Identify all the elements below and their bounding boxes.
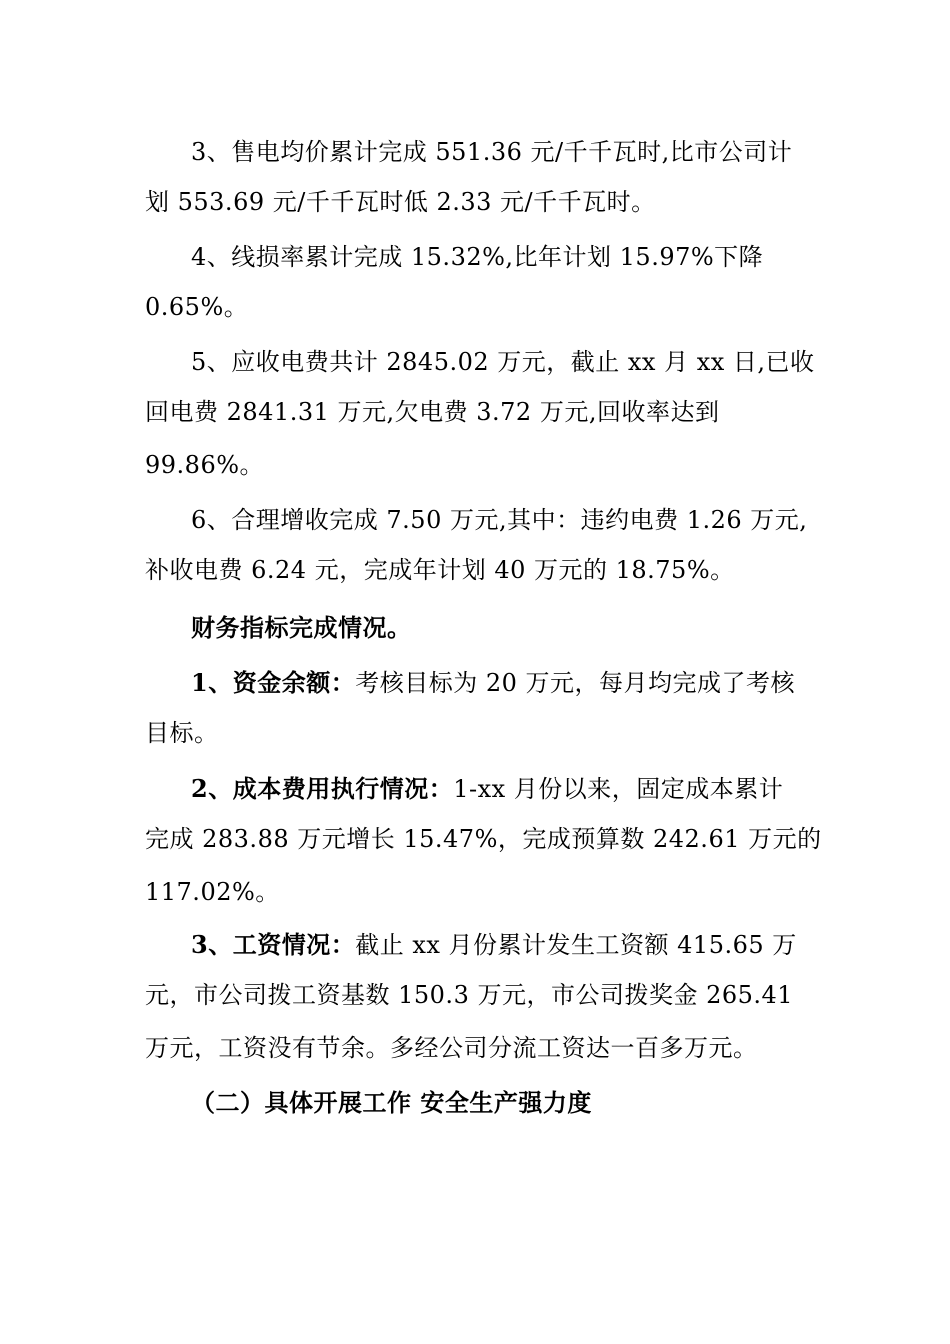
- paragraph-6-line-1: 6、合理增收完成 7.50 万元,其中：违约电费 1.26 万元,: [191, 506, 808, 534]
- paragraph-3-line-2: 划 553.69 元/千千瓦时低 2.33 元/千千瓦时。: [145, 188, 656, 216]
- finance-item-3-line-2: 元，市公司拨工资基数 150.3 万元，市公司拨奖金 265.41: [145, 981, 794, 1009]
- finance-item-1-text: 考核目标为 20 万元，每月均完成了考核: [355, 669, 795, 697]
- finance-item-3-line-1: [191, 930, 797, 960]
- paragraph-3-line-1: 3、售电均价累计完成 551.36 元/千千瓦时,比市公司计: [191, 138, 793, 166]
- finance-item-1-line-2: 目标。: [145, 719, 219, 747]
- finance-item-2-line-3: 117.02%。: [145, 878, 280, 906]
- paragraph-5-line-2: 回电费 2841.31 万元,欠电费 3.72 万元,回收率达到: [145, 398, 720, 426]
- finance-item-2-label: 2、成本费用执行情况：: [191, 774, 454, 803]
- finance-item-1-line-1: [191, 668, 795, 698]
- finance-item-1-label: 1、资金余额：: [191, 668, 356, 697]
- paragraph-5-line-3: 99.86%。: [145, 451, 265, 479]
- finance-item-3-label: 3、工资情况：: [191, 930, 356, 959]
- finance-item-3-text: 截止 xx 月份累计发生工资额 415.65 万: [355, 931, 797, 959]
- finance-item-2-line-1: [191, 774, 783, 804]
- section-heading: （二）具体开展工作 安全生产强力度: [191, 1088, 592, 1117]
- finance-item-2-line-2: 完成 283.88 万元增长 15.47%，完成预算数 242.61 万元的: [145, 825, 822, 853]
- paragraph-4-line-2: 0.65%。: [145, 293, 249, 321]
- finance-item-2-text: 1-xx 月份以来，固定成本累计: [453, 775, 784, 803]
- paragraph-6-line-2: 补收电费 6.24 元，完成年计划 40 万元的 18.75%。: [145, 556, 735, 584]
- finance-item-3-line-3: 万元，工资没有节余。多经公司分流工资达一百多万元。: [145, 1034, 758, 1062]
- paragraph-5-line-1: 5、应收电费共计 2845.02 万元，截止 xx 月 xx 日,已收: [191, 348, 815, 376]
- finance-heading: 财务指标完成情况。: [191, 613, 412, 642]
- paragraph-4-line-1: 4、线损率累计完成 15.32%,比年计划 15.97%下降: [191, 243, 764, 271]
